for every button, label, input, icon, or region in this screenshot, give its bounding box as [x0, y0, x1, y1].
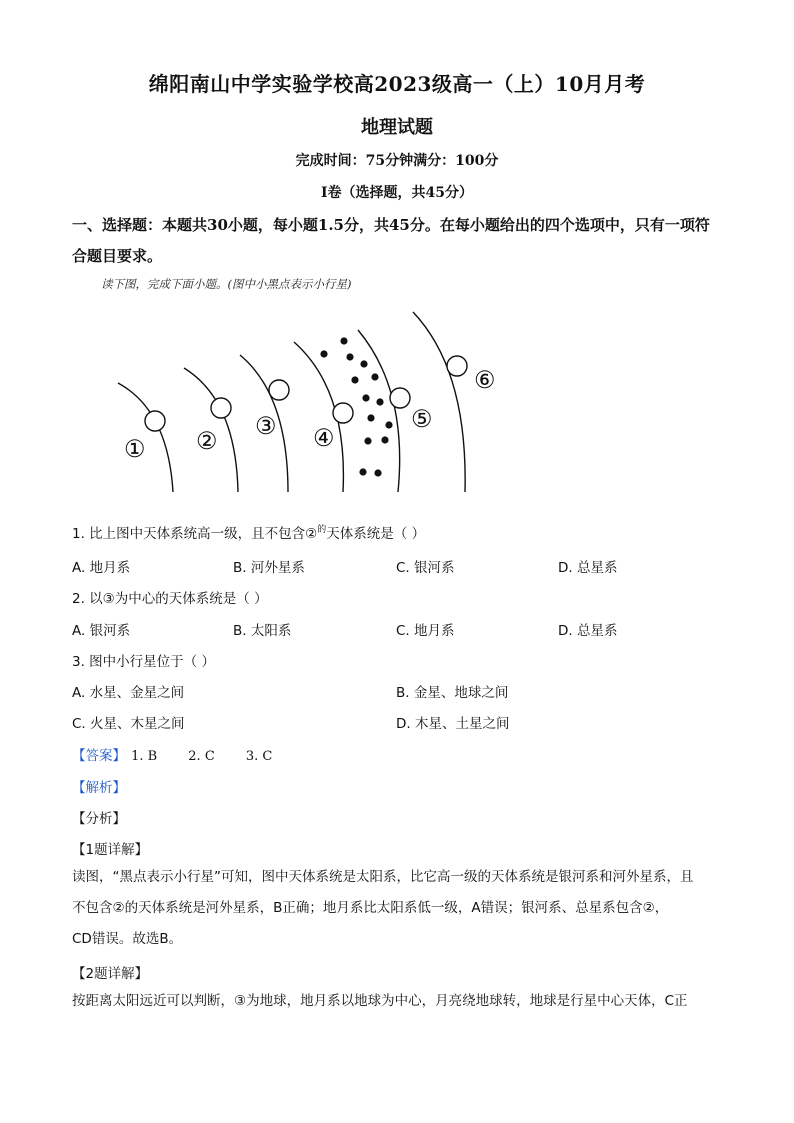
q1-option-b: B. 河外星系	[233, 560, 305, 576]
question-1-stem-sup: 的	[317, 525, 327, 535]
q3-option-c: C. 火星、木星之间	[72, 716, 185, 732]
q2-option-c: C. 地月系	[396, 623, 455, 639]
orbit-6	[413, 312, 465, 492]
question-1-stem-a: 1. 比上图中天体系统高一级，且不包含②	[72, 526, 318, 542]
answer-1: 1. B	[131, 749, 158, 764]
fenxi-tag: 【分析】	[72, 811, 126, 827]
figure-note: 读下图，完成下面小题。(图中小黑点表示小行星)	[101, 277, 352, 291]
question-3-stem: 3. 图中小行星位于（ ）	[72, 654, 215, 670]
q2-option-b: B. 太阳系	[233, 623, 292, 639]
planet-5	[390, 388, 410, 408]
q2-option-a: A. 银河系	[72, 623, 131, 639]
detail-2-line-1: 按距离太阳远近可以判断，③为地球，地月系以地球为中心，月亮绕地球转，地球是行星中心天体，C正	[72, 993, 688, 1009]
label-5: ⑤	[411, 405, 433, 433]
planet-2	[211, 398, 231, 418]
label-6: ⑥	[474, 366, 496, 394]
exam-meta: 完成时间：75分钟满分：100分	[295, 153, 499, 169]
planet-4	[333, 403, 353, 423]
section-instruction: 一、选择题：本题共30小题，每小题1.5分，共45分。在每小题给出的四个选项中，只有一项符合题目要求。	[72, 216, 710, 265]
planet-3	[269, 380, 289, 400]
q1-option-c: C. 银河系	[396, 560, 455, 576]
planet-1	[145, 411, 165, 431]
part-heading: Ⅰ卷（选择题，共45分）	[320, 185, 474, 201]
detail-1-line-1: 读图，“黑点表示小行星”可知，图中天体系统是太阳系，比它高一级的天体系统是银河系和河外星系，且	[72, 869, 694, 885]
label-3: ③	[255, 412, 277, 440]
asteroid-belt	[320, 337, 392, 476]
detail-1-tag: 【1题详解】	[72, 842, 149, 858]
answer-line	[72, 744, 272, 764]
subject-title: 地理试题	[361, 117, 433, 138]
question-1-stem-b: 天体系统是（ ）	[326, 526, 426, 542]
label-2: ②	[196, 427, 218, 455]
detail-1-line-2: 不包含②的天体系统是河外星系，B正确；地月系比太阳系低一级，A错误；银河系、总星系包含②，	[72, 900, 669, 916]
orbit-5	[358, 330, 400, 492]
q3-option-b: B. 金星、地球之间	[396, 685, 509, 701]
planet-6	[447, 356, 467, 376]
detail-2-body	[72, 986, 722, 1017]
q3-option-d: D. 木星、土星之间	[396, 716, 510, 732]
detail-1-body	[72, 862, 722, 955]
answer-tag: 【答案】	[72, 748, 126, 764]
q1-option-a: A. 地月系	[72, 560, 131, 576]
question-2-stem: 2. 以③为中心的天体系统是（ ）	[72, 591, 268, 607]
q2-option-d: D. 总星系	[558, 623, 618, 639]
detail-2-tag: 【2题详解】	[72, 966, 149, 982]
answer-3: 3. C	[245, 749, 273, 764]
q1-option-d: D. 总星系	[558, 560, 618, 576]
exam-title: 绵阳南山中学实验学校高2023级高一（上）10月月考	[148, 72, 646, 96]
question-1-stem	[72, 522, 425, 542]
answer-2: 2. C	[188, 749, 215, 764]
solar-system-diagram	[108, 300, 518, 500]
q3-option-a: A. 水星、金星之间	[72, 685, 185, 701]
jiexi-tag: 【解析】	[72, 780, 126, 796]
detail-1-line-3: CD错误。故选B。	[72, 931, 183, 947]
label-4: ④	[313, 424, 335, 452]
label-1: ①	[124, 435, 146, 463]
